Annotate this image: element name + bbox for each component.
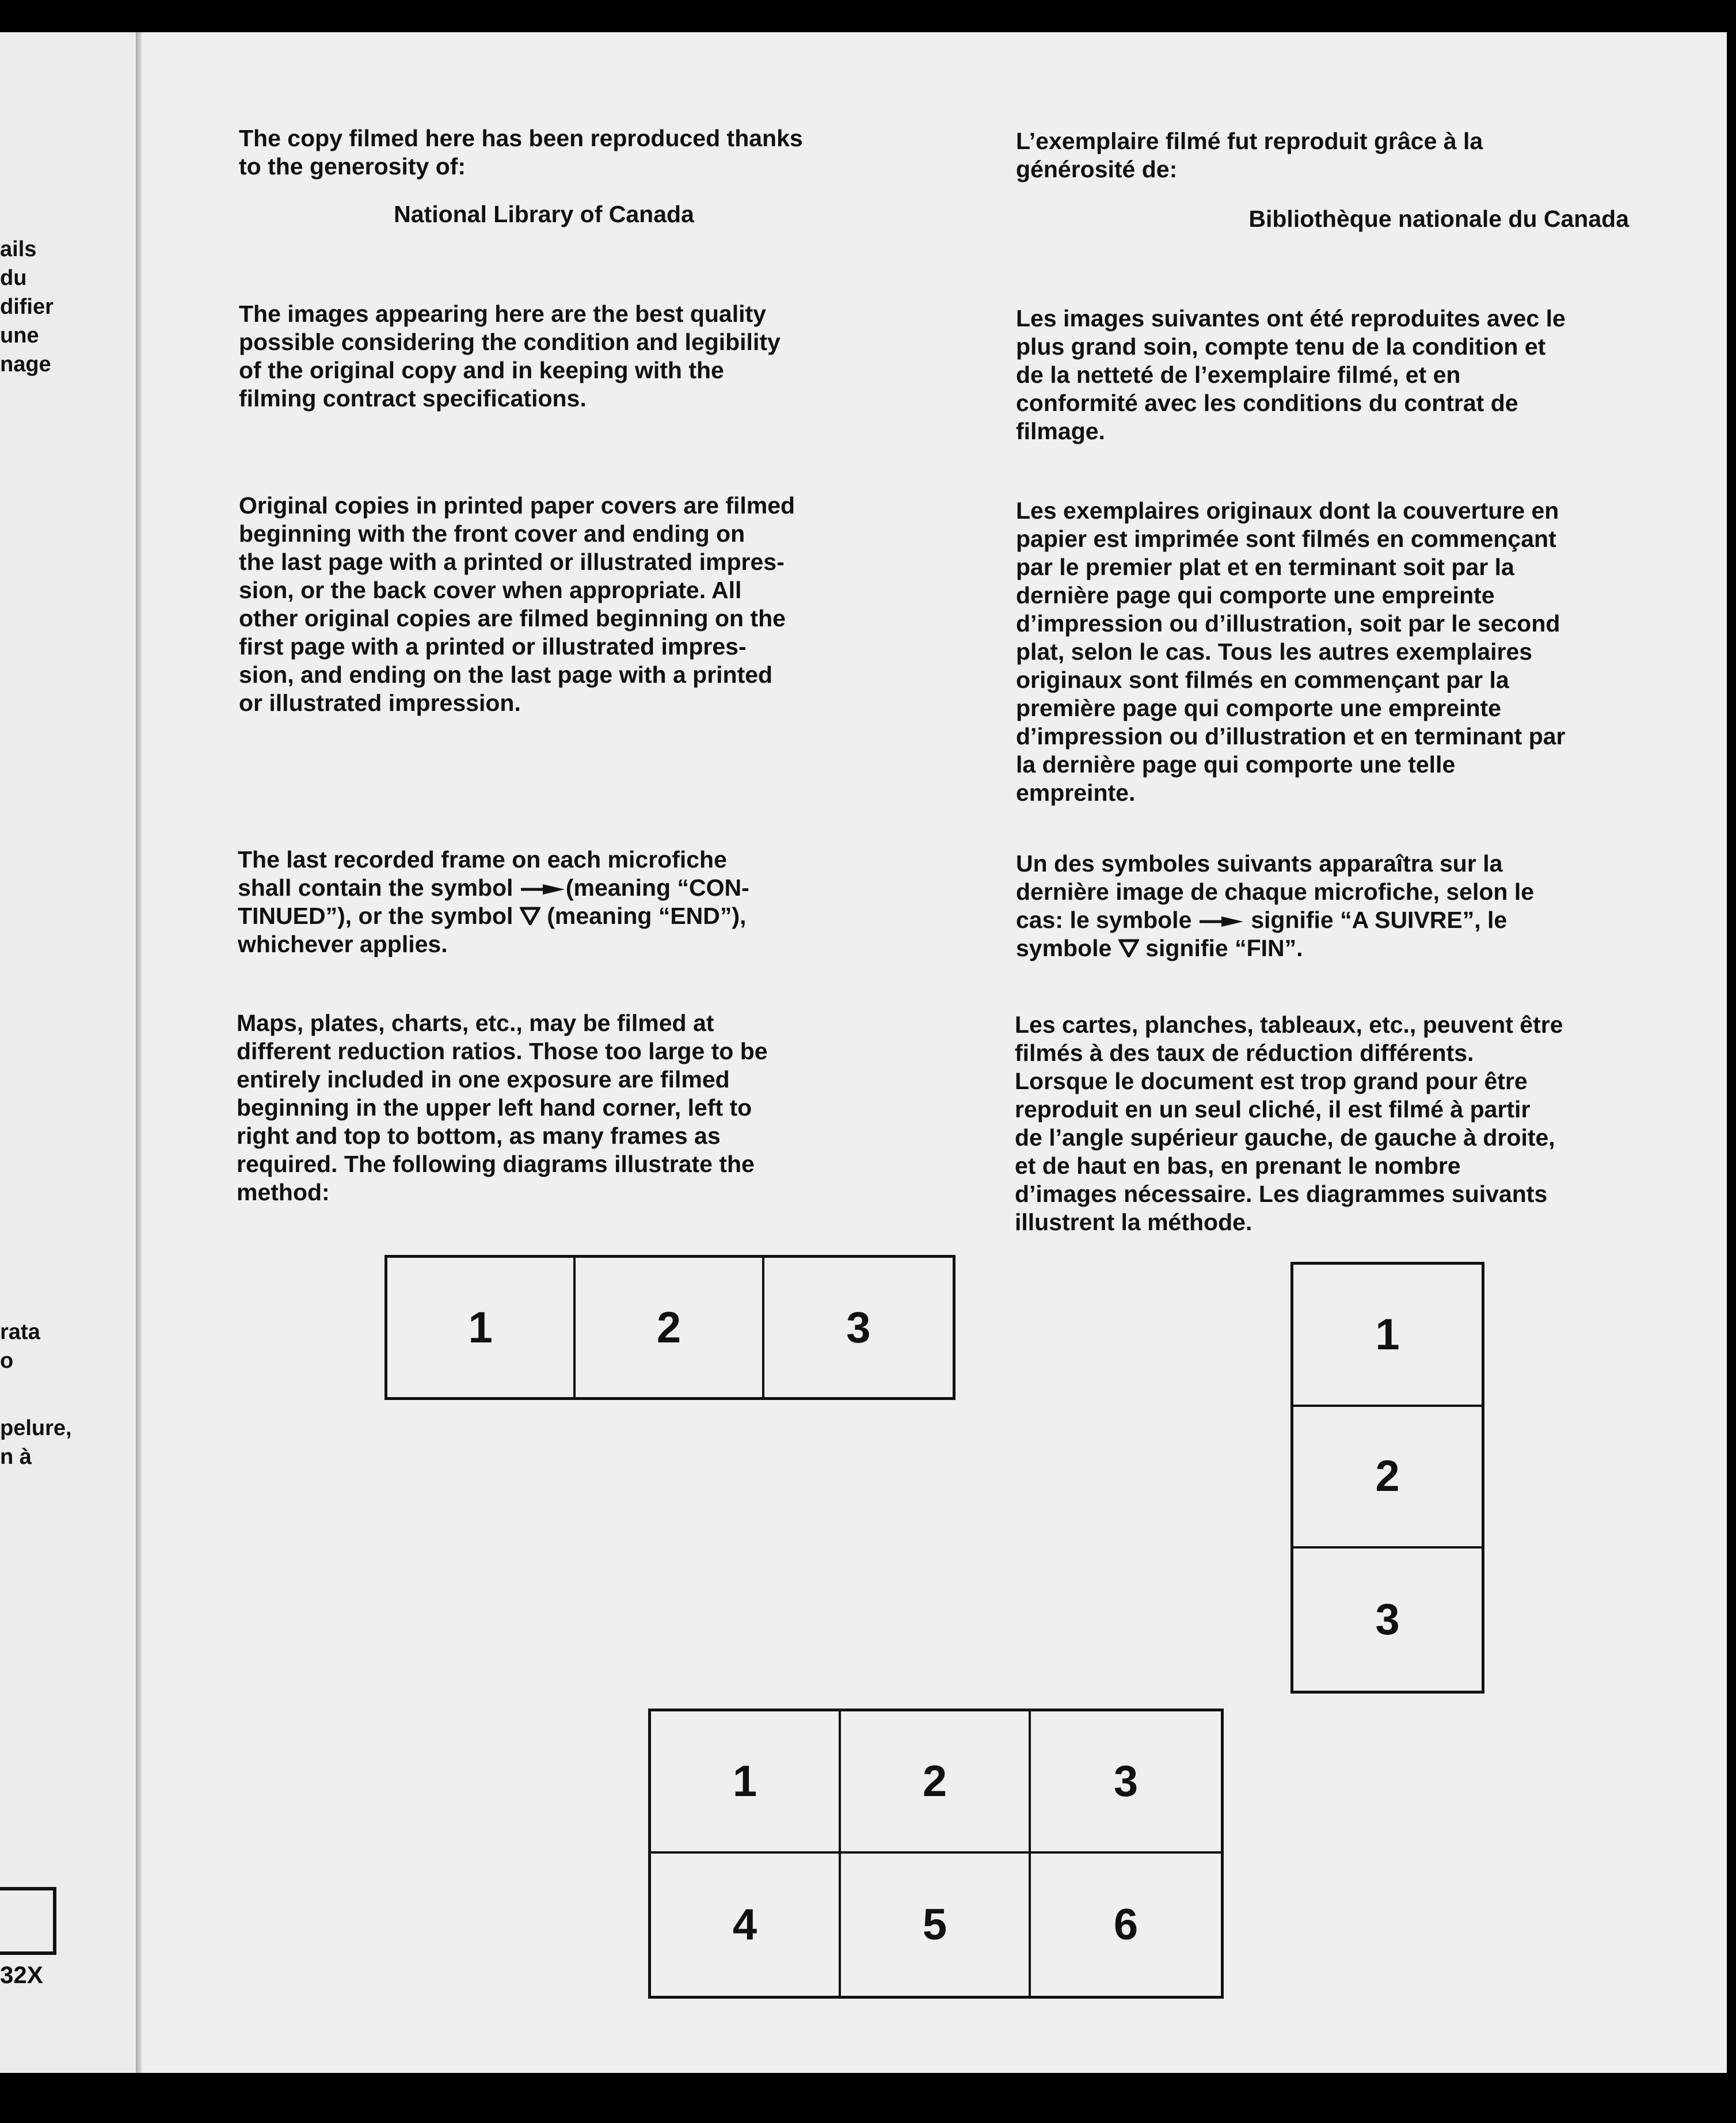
filmed-page [0, 32, 1727, 2073]
text-line: d’images nécessaire. Les diagrammes suivants [1015, 1181, 1548, 1207]
fragment-text-top [0, 235, 54, 379]
text-line: required. The following diagrams illustrate the [237, 1151, 755, 1177]
text-line: Les cartes, planches, tableaux, etc., peuvent être [1015, 1011, 1563, 1038]
text-line: d’impression ou d’illustration, soit par le second [1016, 610, 1560, 637]
text-line: illustrent la méthode. [1015, 1209, 1252, 1235]
fragment-text-low [0, 1414, 72, 1471]
diagram-cell: 1 [651, 1711, 841, 1854]
text-span: shall contain the symbol [238, 874, 513, 901]
text-line: plus grand soin, compte tenu de la condition et [1016, 333, 1546, 360]
text-line [1016, 906, 1643, 934]
diagram-cell: 1 [387, 1258, 576, 1397]
fragment-line: une [0, 324, 39, 348]
english-library-name [239, 200, 849, 229]
text-line: The copy filmed here has been reproduced thanks [239, 125, 803, 151]
text-line [1016, 934, 1643, 962]
library-name: Bibliothèque nationale du Canada [1248, 206, 1629, 232]
text-line: different reduction ratios. Those too large to be [237, 1038, 768, 1064]
diagram-cell: 2 [576, 1258, 764, 1397]
continued-arrow-icon [1198, 916, 1244, 927]
text-line: method: [237, 1179, 330, 1205]
text-span: cas: le symbole [1016, 907, 1192, 933]
fragment-box [0, 1887, 56, 1955]
french-originals-paragraph [1016, 497, 1643, 807]
text-line: dernière image de chaque microfiche, selon le [1016, 878, 1535, 905]
fragment-line: difier [0, 295, 54, 319]
diagram-cell: 1 [1293, 1265, 1482, 1407]
fragment-line: n à [0, 1445, 32, 1469]
text-line: The last recorded frame on each microfiche [238, 846, 727, 873]
english-images-paragraph [239, 300, 866, 413]
text-line: Les images suivantes ont été reproduites avec le [1016, 305, 1566, 332]
text-line: right and top to bottom, as many frames as [237, 1123, 721, 1149]
english-originals-paragraph [239, 492, 866, 717]
text-line: sion, and ending on the last page with a printed [239, 661, 773, 688]
text-line: sion, or the back cover when appropriate. All [239, 577, 742, 603]
text-line: de la netteté de l’exemplaire filmé, et en [1016, 362, 1461, 388]
text-line: papier est imprimée sont filmés en commençant [1016, 526, 1556, 552]
diagram-cell: 3 [1375, 1595, 1400, 1645]
text-line: générosité de: [1016, 156, 1178, 182]
diagram-horizontal-three [384, 1255, 955, 1400]
diagram-cell: 2 [1293, 1407, 1482, 1549]
text-line: première page qui comporte une empreinte [1016, 695, 1501, 721]
text-line: empreinte. [1016, 779, 1136, 806]
english-thanks [239, 124, 866, 181]
text-line: d’impression ou d’illustration et en terminant par [1016, 723, 1566, 749]
text-line: L’exemplaire filmé fut reproduit grâce à la [1016, 128, 1483, 154]
diagram-cell: 2 [841, 1711, 1031, 1854]
fragment-line: o [0, 1349, 14, 1373]
fragment-line: du [0, 266, 27, 290]
text-line: Un des symboles suivants apparaîtra sur la [1016, 850, 1503, 877]
fragment-line: pelure, [0, 1416, 72, 1440]
text-line: Les exemplaires originaux dont la couverture en [1016, 497, 1559, 524]
text-span: signifie “FIN”. [1145, 935, 1303, 961]
text-line: par le premier plat et en terminant soit par la [1016, 554, 1514, 580]
french-library-name [1016, 205, 1629, 233]
text-line: possible considering the condition and legibility [239, 329, 781, 355]
fragment-line: ails [0, 237, 37, 261]
text-line: originaux sont filmés en commençant par la [1016, 667, 1509, 693]
text-line: filmage. [1016, 418, 1105, 444]
text-line: of the original copy and in keeping with the [239, 357, 724, 383]
text-line: Maps, plates, charts, etc., may be filmed at [237, 1010, 714, 1036]
text-line: the last page with a printed or illustrated impres- [239, 549, 785, 575]
fragment-label-32x: 32X [0, 1961, 43, 1988]
end-triangle-icon [1118, 939, 1139, 957]
text-line: The images appearing here are the best quality [239, 300, 766, 327]
text-line: dernière page qui comporte une empreinte [1016, 582, 1495, 608]
text-line: plat, selon le cas. Tous les autres exemplaires [1016, 638, 1533, 665]
diagram-grid-six [648, 1709, 1224, 1999]
diagram-vertical-three [1290, 1262, 1484, 1694]
end-triangle-icon [520, 907, 540, 925]
text-line [238, 874, 865, 902]
fragment-line: nage [0, 352, 51, 376]
diagram-cell: 3 [846, 1303, 871, 1352]
text-line: filming contract specifications. [239, 385, 587, 412]
french-maps-paragraph [1015, 1011, 1642, 1236]
text-span: (meaning “END”), [547, 903, 747, 929]
english-maps-paragraph [237, 1009, 864, 1207]
text-line: to the generosity of: [239, 153, 466, 180]
text-line: entirely included in one exposure are filmed [237, 1066, 730, 1093]
diagram-cell: 6 [1113, 1900, 1139, 1949]
text-line: other original copies are filmed beginning on the [239, 605, 786, 631]
film-border-bottom [0, 2073, 1736, 2123]
text-line: or illustrated impression. [239, 690, 521, 716]
diagram-cell: 4 [651, 1854, 841, 1996]
text-line: beginning in the upper left hand corner, left to [237, 1094, 752, 1121]
text-line: Original copies in printed paper covers are filmed [239, 492, 795, 519]
continued-arrow-icon [520, 884, 566, 895]
diagram-cell: 3 [1031, 1711, 1221, 1854]
text-line: first page with a printed or illustrated impres- [239, 633, 747, 660]
text-line: whichever applies. [238, 931, 448, 957]
french-thanks [1016, 127, 1643, 184]
text-line: et de haut en bas, en prenant le nombre [1015, 1152, 1461, 1179]
text-line: beginning with the front cover and ending on [239, 520, 745, 547]
page-fold-shadow [136, 32, 142, 2073]
text-line: conformité avec les conditions du contrat de [1016, 390, 1518, 416]
text-line: Lorsque le document est trop grand pour être [1015, 1068, 1528, 1094]
text-span: TINUED”), or the symbol [238, 903, 513, 929]
french-symbol-paragraph [1016, 850, 1643, 962]
text-span: signifie “A SUIVRE”, le [1251, 907, 1507, 933]
text-line: de l’angle supérieur gauche, de gauche à droite, [1015, 1124, 1555, 1151]
previous-page-fragment [0, 32, 136, 2073]
text-line: filmés à des taux de réduction différents. [1015, 1040, 1474, 1066]
text-line [238, 902, 865, 930]
fragment-line: rata [0, 1320, 40, 1344]
library-name: National Library of Canada [394, 201, 694, 227]
fragment-text-mid [0, 1318, 40, 1375]
diagram-cell: 5 [841, 1854, 1031, 1996]
text-line: la dernière page qui comporte une telle [1016, 751, 1456, 778]
text-span: (meaning “CON- [565, 874, 749, 901]
english-frame-paragraph [238, 846, 865, 958]
text-span: symbole [1016, 935, 1112, 961]
french-images-paragraph [1016, 305, 1643, 446]
text-line: reproduit en un seul cliché, il est filmé à partir [1015, 1096, 1531, 1123]
